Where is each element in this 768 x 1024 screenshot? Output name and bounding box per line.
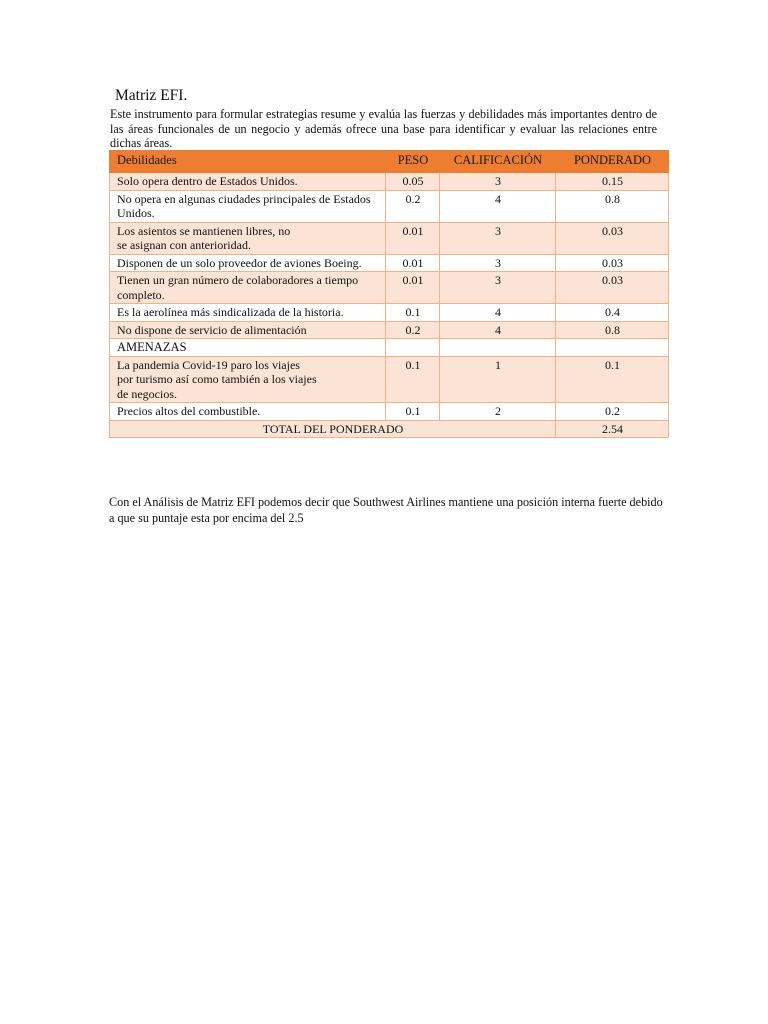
table-row <box>110 190 669 222</box>
ponderado-cell: 0.03 <box>556 222 669 254</box>
table-row <box>110 356 669 403</box>
table-row <box>110 272 669 304</box>
factor-cell: Solo opera dentro de Estados Unidos. <box>110 173 386 191</box>
peso-cell: 0.05 <box>386 173 440 191</box>
ponderado-cell: 0.1 <box>556 356 669 403</box>
threats-section-row <box>110 339 669 357</box>
calificacion-cell: 4 <box>440 304 556 322</box>
calificacion-cell: 3 <box>440 173 556 191</box>
factor-cell: Es la aerolínea más sindicalizada de la historia. <box>110 304 386 322</box>
table-row <box>110 173 669 191</box>
factor-line: Los asientos se mantienen libres, no se asignan con anterioridad. <box>117 223 291 252</box>
total-row <box>110 420 669 438</box>
calificacion-cell: 3 <box>440 222 556 254</box>
peso-cell: 0.1 <box>386 304 440 322</box>
header-ponderado: PONDERADO <box>556 151 669 173</box>
efi-matrix-table <box>109 150 669 438</box>
header-calificacion: CALIFICACIÓN <box>440 151 556 173</box>
factor-cell <box>110 222 386 254</box>
total-label: TOTAL DEL PONDERADO <box>110 420 556 438</box>
table-row <box>110 222 669 254</box>
peso-cell: 0.01 <box>386 222 440 254</box>
table-header-row <box>110 151 669 173</box>
ponderado-cell: 0.03 <box>556 254 669 272</box>
conclusion-paragraph: Con el Análisis de Matriz EFI podemos decir que Southwest Airlines mantiene una posición interna fuerte debido a que su puntaje esta por encima del 2.5 <box>109 495 663 525</box>
factor-cell: No opera en algunas ciudades principales de Estados Unidos. <box>110 190 386 222</box>
factor-cell: Disponen de un solo proveedor de aviones Boeing. <box>110 254 386 272</box>
calificacion-cell: 4 <box>440 321 556 339</box>
empty-cell <box>386 339 440 357</box>
threats-label: AMENAZAS <box>110 339 386 357</box>
calificacion-cell: 1 <box>440 356 556 403</box>
table-row <box>110 403 669 421</box>
table-row <box>110 254 669 272</box>
calificacion-cell: 2 <box>440 403 556 421</box>
calificacion-cell: 4 <box>440 190 556 222</box>
ponderado-cell: 0.4 <box>556 304 669 322</box>
ponderado-cell: 0.2 <box>556 403 669 421</box>
header-debilidades: Debilidades <box>110 151 386 173</box>
calificacion-cell: 3 <box>440 254 556 272</box>
table-row <box>110 304 669 322</box>
ponderado-cell: 0.15 <box>556 173 669 191</box>
peso-cell: 0.01 <box>386 254 440 272</box>
factor-cell: Tienen un gran número de colaboradores a tiempo completo. <box>110 272 386 304</box>
peso-cell: 0.2 <box>386 190 440 222</box>
total-value: 2.54 <box>556 420 669 438</box>
document-title: Matriz EFI. <box>115 87 188 104</box>
ponderado-cell: 0.8 <box>556 321 669 339</box>
empty-cell <box>440 339 556 357</box>
intro-paragraph: Este instrumento para formular estrategias resume y evalúa las fuerzas y debilidades más importantes dentro de las áreas funcionales de un negocio y además ofrece una base para identificar y evaluar las relaciones entre dichas áreas. <box>110 107 657 150</box>
peso-cell: 0.1 <box>386 403 440 421</box>
ponderado-cell: 0.03 <box>556 272 669 304</box>
empty-cell <box>556 339 669 357</box>
table-row <box>110 321 669 339</box>
factor-cell: Precios altos del combustible. <box>110 403 386 421</box>
peso-cell: 0.1 <box>386 356 440 403</box>
peso-cell: 0.01 <box>386 272 440 304</box>
factor-cell <box>110 356 386 403</box>
factor-line: La pandemia Covid-19 paro los viajes por turismo así como también a los viajes de negocios. <box>117 357 317 401</box>
calificacion-cell: 3 <box>440 272 556 304</box>
peso-cell: 0.2 <box>386 321 440 339</box>
factor-cell: No dispone de servicio de alimentación <box>110 321 386 339</box>
header-peso: PESO <box>386 151 440 173</box>
ponderado-cell: 0.8 <box>556 190 669 222</box>
